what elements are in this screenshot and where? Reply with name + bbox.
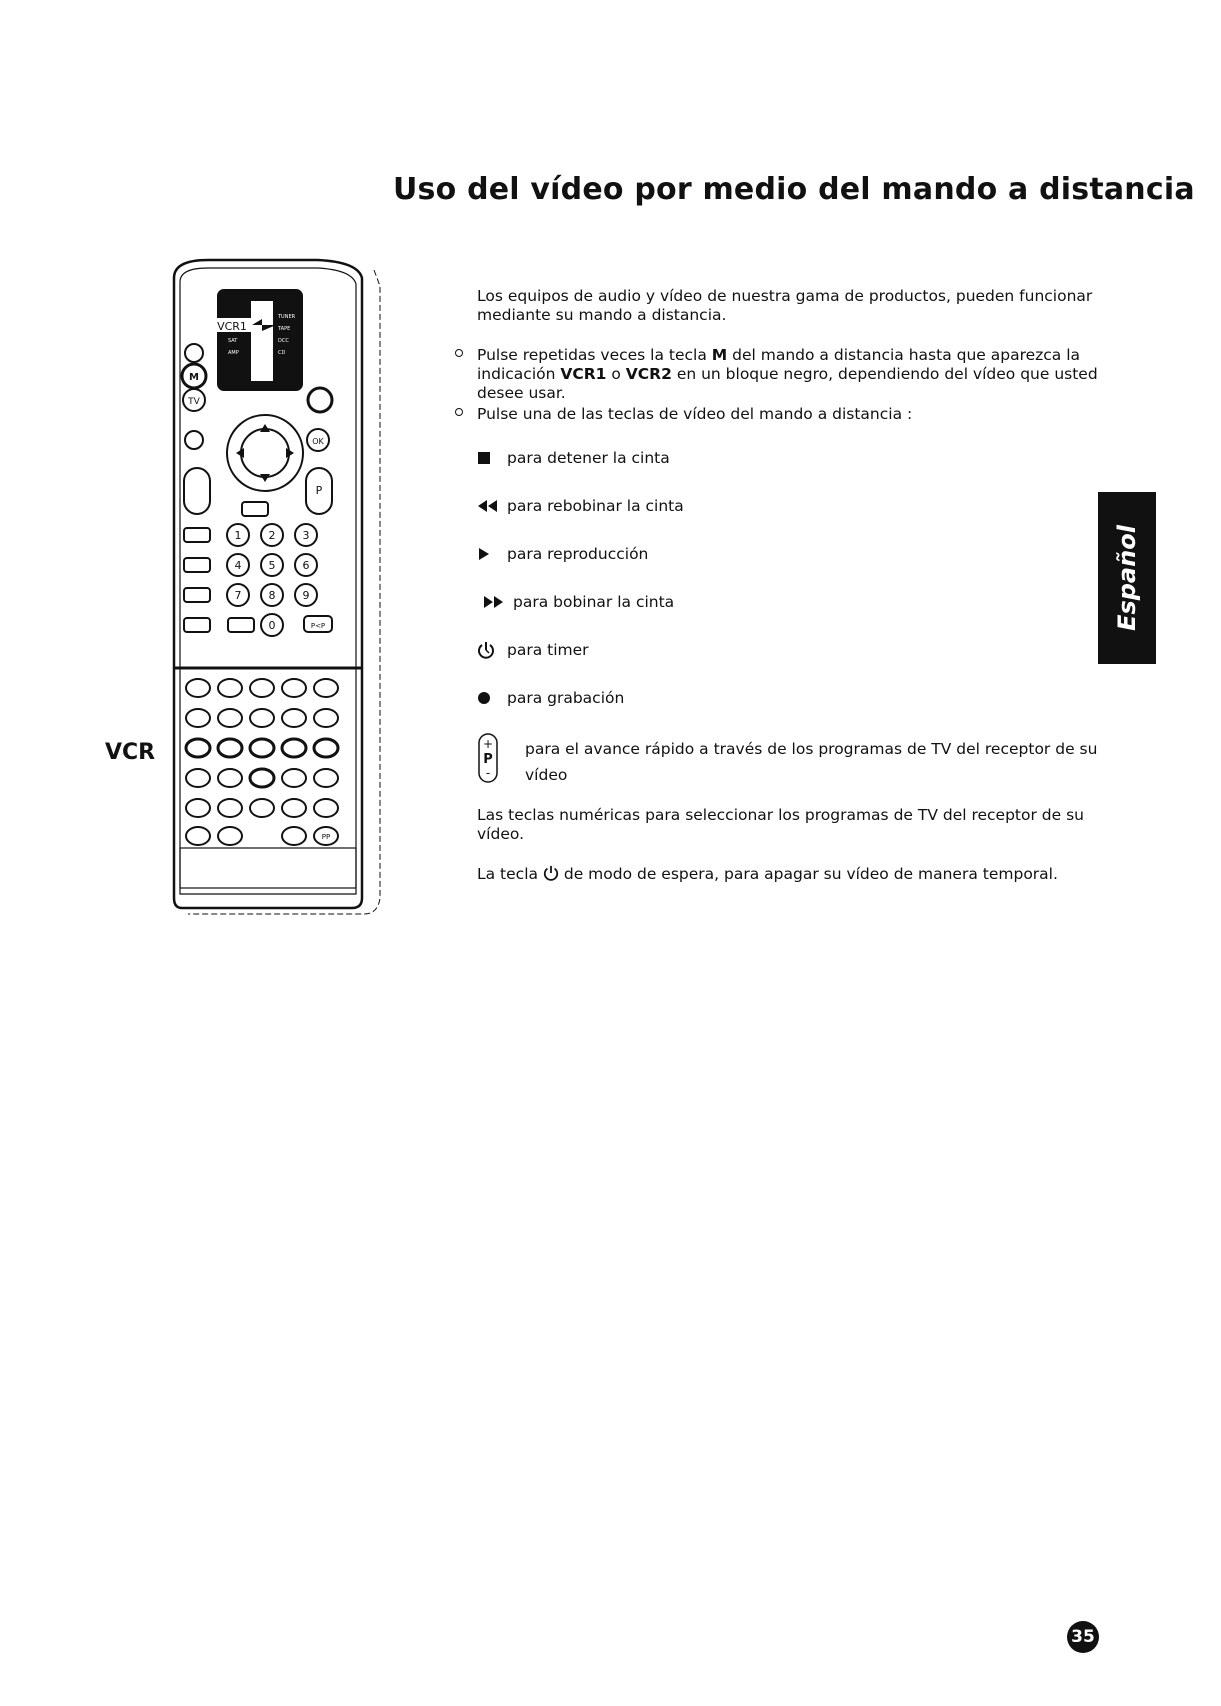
- step-item: Pulse una de las teclas de vídeo del mando a distancia :: [477, 405, 1102, 424]
- remote-display-item: TAPE: [278, 326, 291, 332]
- vcr-label: VCR: [105, 740, 156, 765]
- fast-forward-icon: [483, 593, 505, 611]
- stop-icon: [477, 449, 499, 467]
- key-list: [477, 434, 1102, 722]
- remote-digit: 8: [268, 589, 276, 602]
- program-rocker-icon: [477, 732, 499, 784]
- svg-text:P: P: [483, 752, 493, 767]
- remote-digit: 5: [268, 559, 276, 572]
- remote-digit: 3: [302, 529, 310, 542]
- remote-display-item: CD: [278, 350, 286, 356]
- svg-text:+: +: [482, 737, 494, 751]
- record-icon: [477, 689, 499, 707]
- remote-m-key: M: [189, 372, 199, 383]
- vcr1-text: VCR1: [560, 365, 607, 383]
- language-tab-label: Español: [1113, 525, 1141, 631]
- vcr2-text: VCR2: [625, 365, 672, 383]
- timer-icon: [477, 641, 499, 659]
- circle-bullet-icon: [455, 349, 463, 357]
- remote-control-illustration: [168, 258, 390, 918]
- page-number: 35: [1067, 1621, 1099, 1653]
- remote-digit: 1: [234, 529, 242, 542]
- steps-list: [477, 346, 1102, 424]
- remote-pp-key: PP: [321, 833, 331, 841]
- circle-bullet-icon: [455, 408, 463, 416]
- remote-digit: 4: [234, 559, 242, 572]
- remote-display-item: AMP: [228, 350, 239, 356]
- remote-digit: 0: [268, 619, 276, 632]
- p-key-item: [477, 732, 1102, 788]
- rewind-icon: [477, 497, 499, 515]
- play-icon: [477, 545, 499, 563]
- key-item-timer: para timer: [477, 626, 1102, 674]
- language-tab: [1098, 492, 1156, 664]
- standby-note: La tecla de modo de espera, para apagar su vídeo de manera temporal.: [477, 865, 1058, 883]
- step-item: Pulse repetidas veces la tecla M del mando a distancia hasta que aparezca la indicación VCR1 o VCR2 en un bloque negro, dependiendo del vídeo que usted desee usar.: [477, 346, 1102, 403]
- numeric-keys-note: Las teclas numéricas para seleccionar los programas de TV del receptor de su vídeo.: [477, 806, 1084, 843]
- remote-p-key: P: [315, 484, 323, 497]
- standby-icon: [543, 865, 559, 881]
- remote-display-mode: VCR1: [217, 320, 247, 333]
- remote-digit: 9: [302, 589, 310, 602]
- p-key-label: para el avance rápido a través de los programas de TV del receptor de su vídeo: [525, 740, 1098, 784]
- key-item-rewind: para rebobinar la cinta: [477, 482, 1102, 530]
- remote-digit: 7: [234, 589, 242, 602]
- instructions: [477, 287, 1102, 905]
- remote-display-item: DCC: [278, 338, 289, 344]
- remote-display-item: TUNER: [278, 314, 296, 320]
- key-item-record: para grabación: [477, 674, 1102, 722]
- svg-text:-: -: [485, 766, 491, 780]
- key-item-stop: para detener la cinta: [477, 434, 1102, 482]
- remote-tv-key: TV: [188, 397, 200, 407]
- remote-digit: 2: [268, 529, 276, 542]
- key-item-play: para reproducción: [477, 530, 1102, 578]
- remote-digit: 6: [302, 559, 310, 572]
- m-key-text: M: [711, 346, 728, 364]
- intro-paragraph: Los equipos de audio y vídeo de nuestra gama de productos, pueden funcionar mediante su mando a distancia.: [477, 287, 1093, 324]
- remote-ok-key: OK: [312, 437, 324, 446]
- remote-display-item: SAT: [228, 338, 238, 344]
- remote-pip-key: P<P: [310, 622, 326, 630]
- key-item-fast-forward: para bobinar la cinta: [477, 578, 1102, 626]
- page-title: Uso del vídeo por medio del mando a distancia: [393, 172, 1195, 207]
